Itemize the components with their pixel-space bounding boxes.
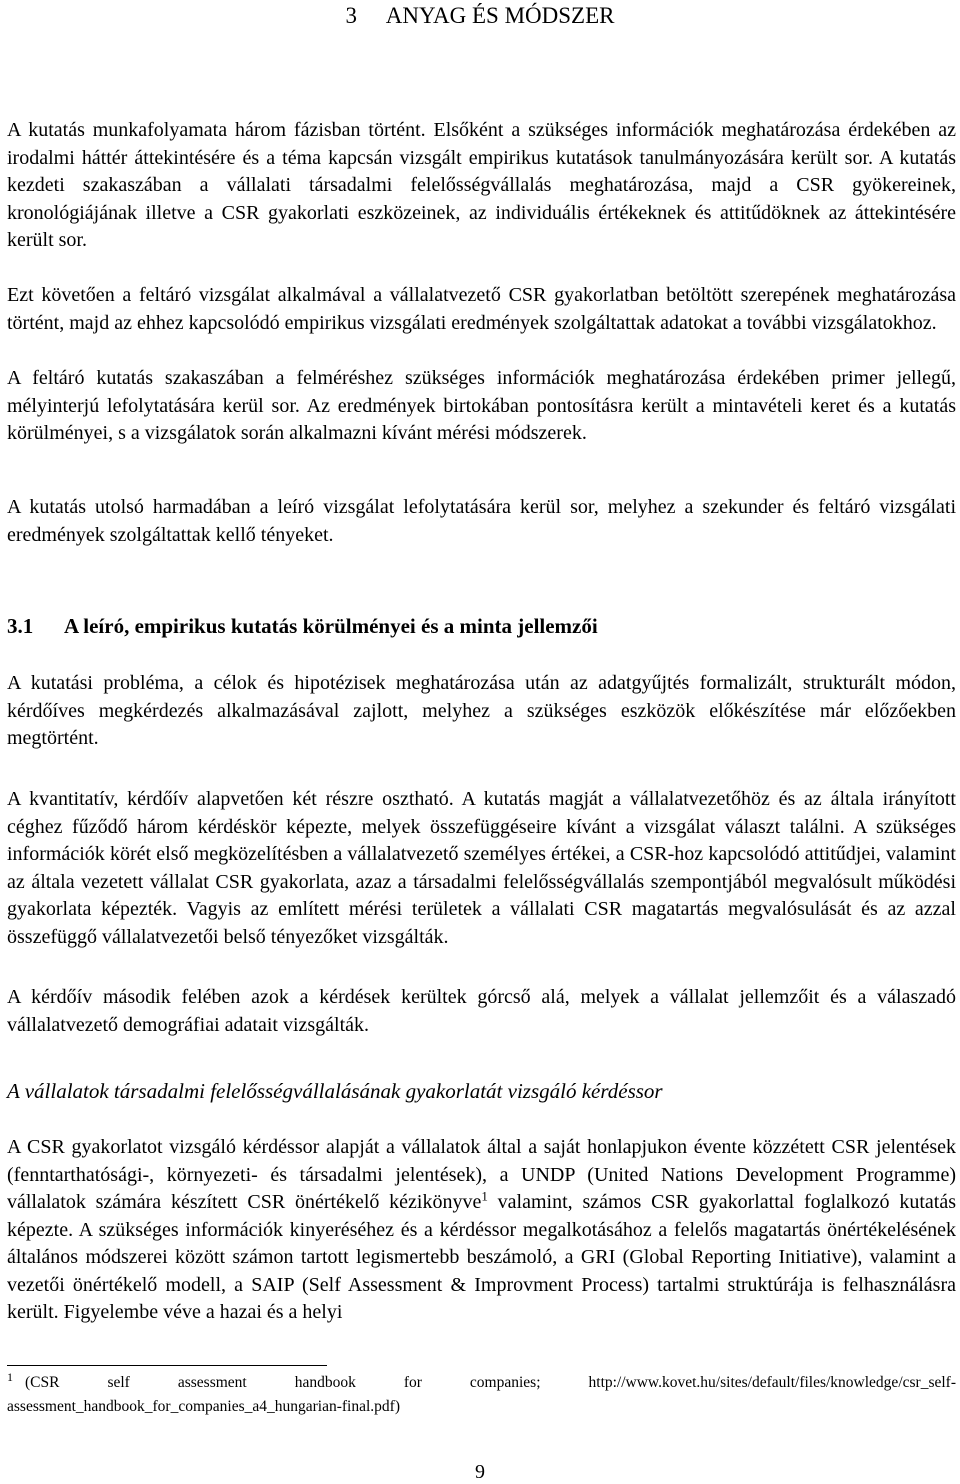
subsection-heading: A vállalatok társadalmi felelősségvállalásának gyakorlatát vizsgáló kérdéssor: [7, 1079, 663, 1103]
intro-paragraph-4: A kutatás utolsó harmadában a leíró vizsgálat lefolytatására kerül sor, melyhez a szekunder és feltáró vizsgálati eredmények szolgáltattak kellő tényeket.: [7, 496, 956, 546]
section-number: 3.1: [7, 614, 34, 638]
intro-paragraph-3: A feltáró kutatás szakaszában a felméréshez szükséges információk meghatározása érdekében primer jellegű, mélyinterjú lefolytatására kerül sor. Az eredmények birtokában pontosításra került a mintavételi keret és a kutatás körülményei, s a vizsgálatok során alkalmazni kívánt mérési módszerek.: [7, 367, 956, 444]
page-number: 9: [475, 1461, 485, 1483]
intro-paragraph-1: A kutatás munkafolyamata három fázisban történt. Elsőként a szükséges információk meghatározása érdekében az irodalmi háttér áttekintésére és a téma kapcsán vizsgált empirikus kutatások tanulmányozására került sor. A kutatás kezdeti szakaszában a vállalati társadalmi felelősségvállalás meghatározása, majd a CSR gyökereinek, kronológiájának illetve a CSR gyakorlati eszközeinek, az individuális értékeknek és attitűdöknek az áttekintésére került sor.: [7, 119, 956, 251]
section-paragraph-1: A kutatási probléma, a célok és hipotézisek meghatározása után az adatgyűjtés formalizált, strukturált módon, kérdőíves megkérdezés alkalmazásával zajlott, melyhez a szükséges eszközök előkészítése már előzőekben megtörtént.: [7, 672, 956, 749]
footnote-text: (CSR self assessment handbook for companies; http://www.kovet.hu/sites/default/files/knowledge/csr_self-assessment_handbook_for_companies_a4_hungarian-final.pdf): [7, 1374, 956, 1415]
footnote-divider: [7, 1365, 327, 1366]
section-paragraph-2: A kvantitatív, kérdőív alapvetően két részre osztható. A kutatás magját a vállalatvezetőhöz és az általa irányított céghez fűződő három kérdéskör képezte, melyek összefüggéseire kívánt a vizsgálat választ találni. A szükséges információk körét első megközelítésben a vállalatvezető személyes értékei, a CSR-hoz kapcsolódó attitűdjei, valamint az általa vezetett vállalat CSR gyakorlata, azaz a társadalmi felelősségvállalás szempontjából megvalósult működési gyakorlata képezték. Vagyis az említett mérési területek a vállalati CSR magatartás megvalósulását és az azzal összefüggő vállalatvezetői belső tényezőket vizsgálták.: [7, 788, 956, 948]
intro-paragraph-2: Ezt követően a feltáró vizsgálat alkalmával a vállalatvezető CSR gyakorlatban betöltött szerepének meghatározása történt, majd az ehhez kapcsolódó empirikus vizsgálati eredmények szolgáltattak adatokat a további vizsgálatokhoz.: [7, 284, 956, 334]
footnote: [7, 1371, 956, 1419]
subsection-text-start: A CSR gyakorlatot vizsgáló kérdéssor alapját a vállalatok által a saját honlapjukon évente közzétett CSR jelentések (fenntarthatósági-, környezeti- és társadalmi jelentések), a UNDP (United Nations Development Programme) vállalatok számára készített CSR önértékelő kézikönyve: [7, 1136, 956, 1213]
chapter-heading: 3 ANYAG ÉS MÓDSZER: [345, 3, 615, 28]
section-paragraph-3: A kérdőív második felében azok a kérdések kerültek górcső alá, melyek a vállalat jellemzőit és a válaszadó vállalatvezető demográfiai adatait vizsgálták.: [7, 986, 956, 1036]
subsection-text-end: valamint, számos CSR gyakorlattal foglalkozó kutatás képezte. A szükséges információk kinyeréséhez és a kérdéssor megalkotásához a felelős magatartás önértékelésének általános módszerei között számon tartott legismertebb beszámoló, a GRI (Global Reporting Initiative), valamint a vezetői önértékelő modell, a SAIP (Self Assessment & Improvment Process) tartalmi struktúrája is felhasználásra került. Figyelembe véve a hazai és a helyi: [7, 1191, 956, 1323]
section-heading: [7, 612, 956, 640]
footnote-reference: 1: [481, 1188, 488, 1204]
footnote-number: 1: [7, 1369, 13, 1384]
subsection-paragraph-1: [7, 1134, 956, 1327]
section-title: A leíró, empirikus kutatás körülményei és a minta jellemzői: [64, 614, 598, 638]
